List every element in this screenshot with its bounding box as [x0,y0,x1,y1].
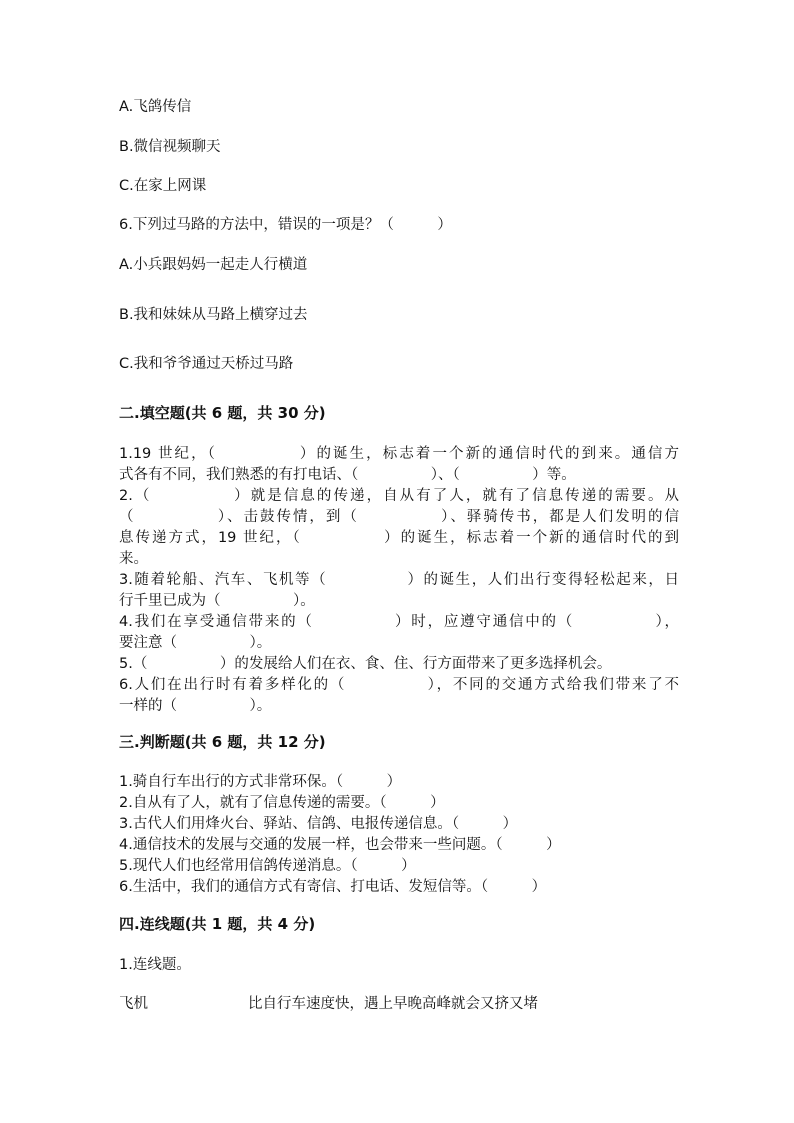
q6-question: 6.下列过马路的方法中，错误的一项是？（ ） [119,217,452,233]
q6-option-a: A.小兵跟妈妈一起走人行横道 [119,257,308,273]
section4-question: 1.连线题。 [119,957,191,973]
section2-line: 行千里已成为（ ）。 [119,593,315,609]
section3-title: 三.判断题(共 6 题，共 12 分) [119,733,326,751]
section3-item: 6.生活中，我们的通信方式有寄信、打电话、发短信等。（ ） [119,879,547,895]
section2-line: 2.（ ）就是信息的传递，自从有了人，就有了信息传递的需要。从 [119,488,679,504]
section3-item: 5.现代人们也经常用信鸽传递消息。（ ） [119,858,416,874]
section3-item: 2.自从有了人，就有了信息传递的需要。（ ） [119,795,445,811]
section3-item: 3.古代人们用烽火台、驿站、信鸽、电报传递信息。（ ） [119,816,518,832]
section3-item: 4.通信技术的发展与交通的发展一样，也会带来一些问题。（ ） [119,837,561,853]
q5-option-c: C.在家上网课 [119,178,207,194]
match-left-item: 飞机 [119,996,148,1012]
section2-line: 要注意（ ）。 [119,635,272,651]
q6-option-b: B.我和妹妹从马路上横穿过去 [119,307,308,323]
section2-line: 来。 [119,551,148,567]
section2-line: 息传递方式，19 世纪，（ ）的诞生，标志着一个新的通信时代的到 [119,530,679,546]
section2-line: （ ）、击鼓传情，到（ ）、驿骑传书，都是人们发明的信 [119,509,679,525]
section2-line: 1.19 世纪，（ ）的诞生，标志着一个新的通信时代的到来。通信方 [119,446,679,462]
q5-option-a: A.飞鸽传信 [119,99,192,115]
match-right-item: 比自行车速度快，遇上早晚高峰就会又挤又堵 [248,996,538,1012]
section2-line: 一样的（ ）。 [119,698,272,714]
section3-item: 1.骑自行车出行的方式非常环保。（ ） [119,774,402,790]
section2-title: 二.填空题(共 6 题，共 30 分) [119,404,326,422]
section2-line: 4.我们在享受通信带来的（ ）时，应遵守通信中的（ ）， [119,614,679,630]
q6-option-c: C.我和爷爷通过天桥过马路 [119,356,294,372]
section2-line: 3.随着轮船、汽车、飞机等（ ）的诞生，人们出行变得轻松起来，日 [119,572,679,588]
section4-title: 四.连线题(共 1 题，共 4 分) [119,915,316,933]
section2-line: 6.人们在出行时有着多样化的（ ），不同的交通方式给我们带来了不 [119,677,679,693]
section2-line: 式各有不同，我们熟悉的有打电话、（ ）、（ ）等。 [119,467,576,483]
section2-line: 5.（ ）的发展给人们在衣、食、住、行方面带来了更多选择机会。 [119,656,612,672]
q5-option-b: B.微信视频聊天 [119,139,221,155]
